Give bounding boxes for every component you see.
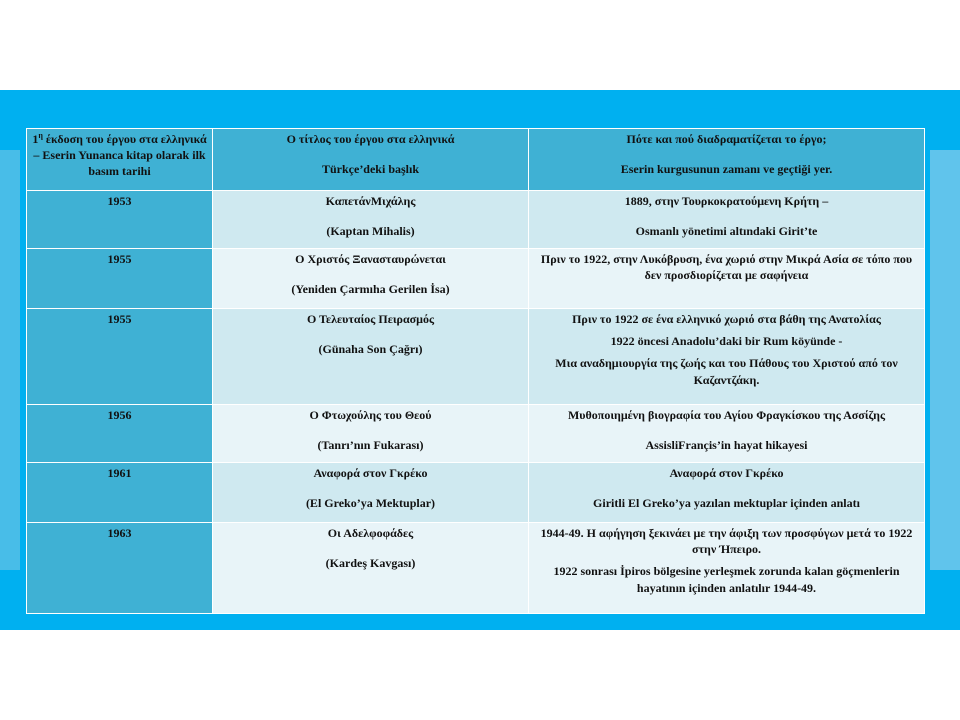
works-table-container: [26, 128, 924, 613]
title-greek: Ο Χριστός Ξανασταυρώνεται: [295, 252, 446, 266]
title-greek: Ο Τελευταίος Πειρασμός: [306, 312, 435, 326]
title-cell: [213, 523, 529, 614]
setting-cell: Πριν το 1922, στην Λυκόβρυση, ένα χωριό στην Μικρά Ασία σε τόπο που δεν προσδιορίζεται με σαφήνεια: [529, 249, 925, 309]
year-cell: 1961: [27, 463, 213, 523]
title-greek: Οι Αδελφοφάδες: [327, 526, 414, 540]
table-row: [27, 191, 925, 249]
setting-cell: 1944-49. Η αφήγηση ξεκινάει με την άφιξη των προσφύγων μετά το 1922 στην Ήπειρο. 1922 sonrası İpiros bölgesine yerleşmek zorunda kalan göçmenlerin hayatının içinden anlatılır 1944-49.: [529, 523, 925, 614]
title-greek: ΚαπετάνΜιχάλης: [325, 194, 416, 208]
title-cell: [213, 309, 529, 405]
title-greek: Ο Φτωχούλης του Θεού: [309, 408, 432, 422]
header-setting: Πότε και πού διαδραματίζεται το έργο; Eserin kurgusunun zamanı ve geçtiği yer.: [529, 129, 925, 191]
year-cell: 1955: [27, 249, 213, 309]
decorative-stripe-left: [0, 150, 20, 570]
table-row: [27, 249, 925, 309]
year-cell: 1963: [27, 523, 213, 614]
title-turkish: (Yeniden Çarmıha Gerilen İsa): [291, 282, 450, 297]
title-turkish: (Kardeş Kavgası): [325, 556, 416, 571]
header-first-edition: $1^\eta$ έκδοση του έργου στα ελληνικά – Eserin Yunanca kitap olarak ilk basım tarihi: [27, 129, 213, 191]
title-turkish: (Günaha Son Çağrı): [318, 342, 423, 357]
year-cell: 1955: [27, 309, 213, 405]
title-cell: [213, 249, 529, 309]
title-greek: Αναφορά στον Γκρέκο: [313, 466, 428, 480]
title-turkish: (Tanrı’nın Fukarası): [317, 438, 424, 453]
title-cell: [213, 191, 529, 249]
table-row: [27, 463, 925, 523]
setting-cell: Πριν το 1922 σε ένα ελληνικό χωριό στα βάθη της Ανατολίας 1922 öncesi Anadolu’daki bir Rum köyünde - Μια αναδημιουργία της ζωής και του Πάθους του Χριστού από τον Καζαντζάκη.: [529, 309, 925, 405]
setting-cell: 1889, στην Τουρκοκρατούμενη Κρήτη – Osmanlı yönetimi altındaki Girit’te: [529, 191, 925, 249]
decorative-stripe-right: [930, 150, 960, 570]
header-title: Ο τίτλος του έργου στα ελληνικά Türkçe’deki başlık: [213, 129, 529, 191]
works-table: [26, 128, 925, 614]
table-row: [27, 309, 925, 405]
year-cell: 1956: [27, 405, 213, 463]
year-cell: 1953: [27, 191, 213, 249]
title-turkish: (Kaptan Mihalis): [326, 224, 415, 239]
setting-cell: Αναφορά στον Γκρέκο Giritli El Greko’ya yazılan mektuplar içinden anlatı: [529, 463, 925, 523]
title-turkish: (El Greko’ya Mektuplar): [305, 496, 436, 511]
table-header-row: [27, 129, 925, 191]
title-cell: [213, 463, 529, 523]
title-cell: [213, 405, 529, 463]
table-row: [27, 523, 925, 614]
table-row: [27, 405, 925, 463]
setting-cell: Μυθοποιημένη βιογραφία του Αγίου Φραγκίσκου της Ασσίζης AssisliFrançis’in hayat hikayesi: [529, 405, 925, 463]
